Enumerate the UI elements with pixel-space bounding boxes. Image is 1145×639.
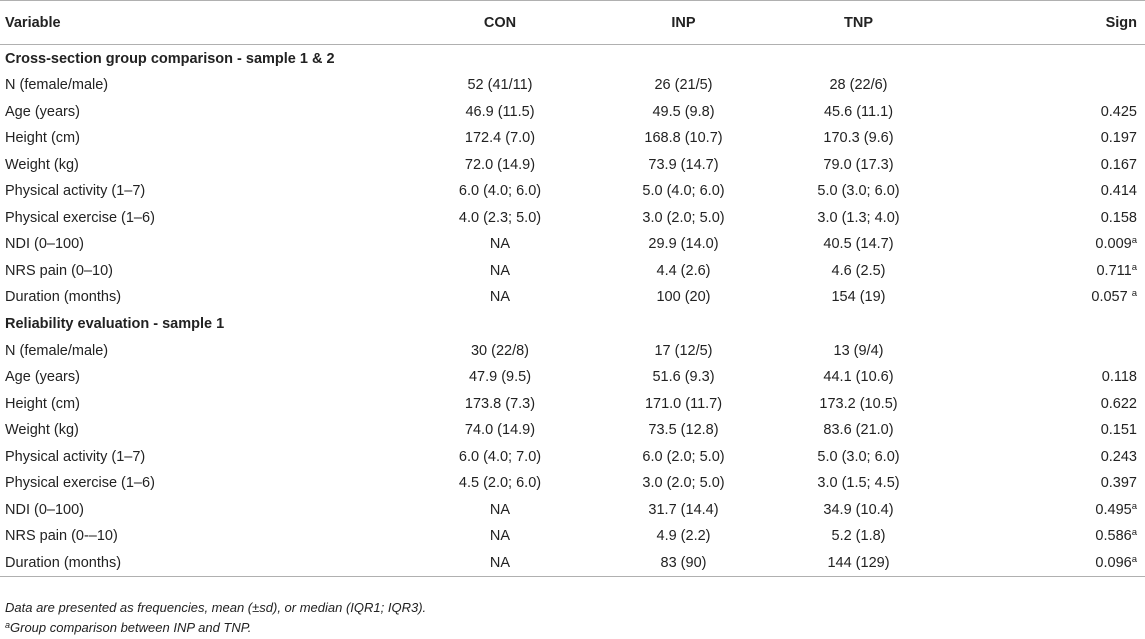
cell-sign (950, 178, 1145, 205)
cell-con: 6.0 (4.0; 6.0) (458, 183, 542, 200)
cell-inp: 49.5 (9.8) (652, 103, 715, 120)
cell-con: 47.9 (9.5) (468, 369, 532, 386)
sign-value: 0.009 (1095, 236, 1132, 253)
cell-tnp: 40.5 (14.7) (823, 236, 894, 253)
sign-footnote-marker: a (1131, 500, 1137, 512)
cell-variable: Height (cm) (5, 395, 80, 412)
table-body (0, 45, 1145, 577)
sign-value: 0.151 (1100, 422, 1137, 439)
cell-tnp: 170.3 (9.6) (823, 130, 894, 147)
table-row (0, 417, 1145, 444)
table-row (0, 231, 1145, 258)
cell-inp: 171.0 (11.7) (644, 395, 723, 412)
table-row (0, 523, 1145, 550)
cell-inp: 73.5 (12.8) (648, 422, 719, 439)
sign-value: 0.158 (1100, 209, 1137, 226)
cell-tnp: 5.0 (3.0; 6.0) (817, 183, 900, 200)
cell-inp: 29.9 (14.0) (648, 236, 719, 253)
cell-tnp: 44.1 (10.6) (823, 369, 894, 386)
sign-value: 0.057 (1091, 289, 1132, 306)
cell-inp: 100 (20) (656, 289, 711, 306)
cell-variable: Physical exercise (1–6) (5, 209, 155, 226)
sign-footnote-marker: a (1131, 235, 1137, 247)
table-row (0, 444, 1145, 471)
sign-footnote-marker: a (1131, 553, 1137, 565)
cell-variable: Height (cm) (5, 130, 80, 147)
cell-con: 72.0 (14.9) (464, 156, 536, 173)
table-footnotes (5, 598, 426, 638)
sign-value: 0.197 (1100, 130, 1137, 147)
table-row (0, 550, 1145, 577)
section-row (0, 45, 1145, 73)
cell-variable: Physical activity (1–7) (5, 448, 146, 465)
cell-variable: Duration (months) (0, 550, 360, 577)
cell-con: NA (489, 528, 511, 545)
cell-variable: NRS pain (0-–10) (5, 528, 118, 545)
sign-footnote-marker: a (1131, 261, 1137, 273)
cell-sign (950, 125, 1145, 152)
cell-inp: 6.0 (2.0; 5.0) (642, 448, 725, 465)
cell-tnp: 154 (19) (831, 289, 886, 306)
cell-sign (950, 391, 1145, 418)
cell-tnp: 3.0 (1.5; 4.5) (817, 475, 900, 492)
section-title: Cross-section group comparison - sample 1 & 2 (5, 50, 335, 67)
table-row (0, 284, 1145, 311)
cell-con: 74.0 (14.9) (464, 422, 536, 439)
header-sign: Sign (950, 1, 1145, 45)
cell-con: 52 (41/11) (467, 77, 533, 94)
sign-value: 0.243 (1100, 448, 1137, 465)
header-variable: Variable (0, 1, 360, 45)
sign-value: 0.495 (1095, 501, 1132, 518)
cell-variable: NDI (0–100) (5, 501, 84, 518)
cell-variable: Duration (months) (5, 289, 122, 306)
cell-con: 6.0 (4.0; 7.0) (458, 448, 542, 465)
cell-sign (950, 99, 1145, 126)
cell-inp: 5.0 (4.0; 6.0) (642, 183, 725, 200)
cell-tnp: 34.9 (10.4) (823, 501, 894, 518)
cell-con: NA (489, 289, 511, 306)
table-row (0, 497, 1145, 524)
cell-tnp: 13 (9/4) (833, 342, 884, 359)
footnote-a-marker: a (5, 620, 11, 630)
cell-tnp: 4.6 (2.5) (831, 262, 886, 279)
cell-inp: 4.4 (2.6) (656, 262, 711, 279)
sign-value: 0.167 (1100, 156, 1137, 173)
cell-sign (950, 258, 1145, 285)
cell-con: NA (360, 550, 580, 577)
cell-tnp: 28 (22/6) (829, 77, 888, 94)
sign-value: 0.622 (1100, 395, 1137, 412)
header-tnp: TNP (767, 1, 950, 45)
cell-sign (950, 470, 1145, 497)
cell-con: 172.4 (7.0) (464, 130, 536, 147)
cell-con: 4.0 (2.3; 5.0) (458, 209, 542, 226)
cell-sign (950, 364, 1145, 391)
sign-value: 0.414 (1100, 183, 1137, 200)
cell-variable: N (female/male) (5, 342, 109, 359)
cell-inp: 51.6 (9.3) (652, 369, 715, 386)
table-row (0, 99, 1145, 126)
table-row (0, 470, 1145, 497)
cell-tnp: 3.0 (1.3; 4.0) (817, 209, 900, 226)
section-title: Reliability evaluation - sample 1 (5, 316, 225, 332)
header-con: CON (360, 1, 580, 45)
cell-variable: Age (years) (5, 369, 80, 386)
cell-variable: NDI (0–100) (5, 236, 84, 253)
table-row (0, 72, 1145, 99)
table-row (0, 338, 1145, 365)
cell-variable: Physical exercise (1–6) (5, 475, 155, 492)
cell-inp: 3.0 (2.0; 5.0) (642, 209, 725, 226)
cell-sign (950, 205, 1145, 232)
cell-variable: Physical activity (1–7) (5, 183, 146, 200)
table-row (0, 258, 1145, 285)
cell-variable: Weight (kg) (5, 422, 79, 439)
cell-con: NA (489, 262, 511, 279)
footnote-a-text: Group comparison between INP and TNP. (10, 620, 252, 635)
cell-sign (950, 444, 1145, 471)
cell-variable: Weight (kg) (5, 156, 79, 173)
cell-variable: NRS pain (0–10) (5, 262, 113, 279)
cell-tnp: 45.6 (11.1) (823, 103, 894, 120)
sign-value: 0.711 (1096, 262, 1132, 279)
sign-footnote-marker: a (1131, 288, 1137, 300)
cell-inp: 73.9 (14.7) (648, 156, 719, 173)
cell-tnp: 5.2 (1.8) (831, 528, 886, 545)
cell-inp: 3.0 (2.0; 5.0) (642, 475, 725, 492)
footnote-a (5, 618, 426, 638)
cell-sign (950, 152, 1145, 179)
cell-sign (950, 72, 1145, 99)
cell-tnp: 83.6 (21.0) (823, 422, 894, 439)
cell-sign (950, 497, 1145, 524)
cell-tnp: 173.2 (10.5) (819, 395, 898, 412)
cell-con: 4.5 (2.0; 6.0) (458, 475, 542, 492)
sign-value: 0.425 (1100, 103, 1137, 120)
cell-variable: Age (years) (5, 103, 80, 120)
sign-value: 0.096 (1095, 554, 1132, 571)
cell-sign (950, 284, 1145, 311)
cell-inp: 31.7 (14.4) (648, 501, 719, 518)
cell-con: 173.8 (7.3) (464, 395, 536, 412)
cell-inp: 83 (90) (580, 550, 767, 577)
cell-inp: 26 (21/5) (654, 77, 713, 94)
cell-tnp: 79.0 (17.3) (823, 156, 894, 173)
cell-sign (950, 417, 1145, 444)
table-row (0, 391, 1145, 418)
cell-con: 46.9 (11.5) (465, 103, 535, 120)
cell-sign (950, 231, 1145, 258)
cell-tnp: 144 (129) (767, 550, 950, 577)
sign-value: 0.118 (1101, 369, 1137, 386)
cell-con: NA (489, 501, 511, 518)
cell-tnp: 5.0 (3.0; 6.0) (817, 448, 900, 465)
cell-inp: 168.8 (10.7) (644, 130, 723, 147)
section-row (0, 311, 1145, 338)
sign-value: 0.397 (1100, 475, 1137, 492)
table-row (0, 125, 1145, 152)
sign-footnote-marker: a (1131, 527, 1137, 539)
table-row (0, 364, 1145, 391)
cell-inp: 4.9 (2.2) (656, 528, 711, 545)
cell-con: 30 (22/8) (470, 342, 530, 359)
table-row (0, 205, 1145, 232)
cell-sign (950, 338, 1145, 365)
table-row (0, 178, 1145, 205)
header-inp: INP (580, 1, 767, 45)
cell-sign (950, 523, 1145, 550)
cell-variable: N (female/male) (5, 77, 109, 94)
footnote-data-presentation: Data are presented as frequencies, mean (±sd), or median (IQR1; IQR3). (5, 600, 427, 615)
table-row (0, 152, 1145, 179)
sign-value: 0.586 (1095, 528, 1132, 545)
cell-sign (950, 550, 1145, 577)
cell-con: NA (489, 236, 511, 253)
cell-inp: 17 (12/5) (654, 342, 713, 359)
table-header (0, 1, 1145, 45)
